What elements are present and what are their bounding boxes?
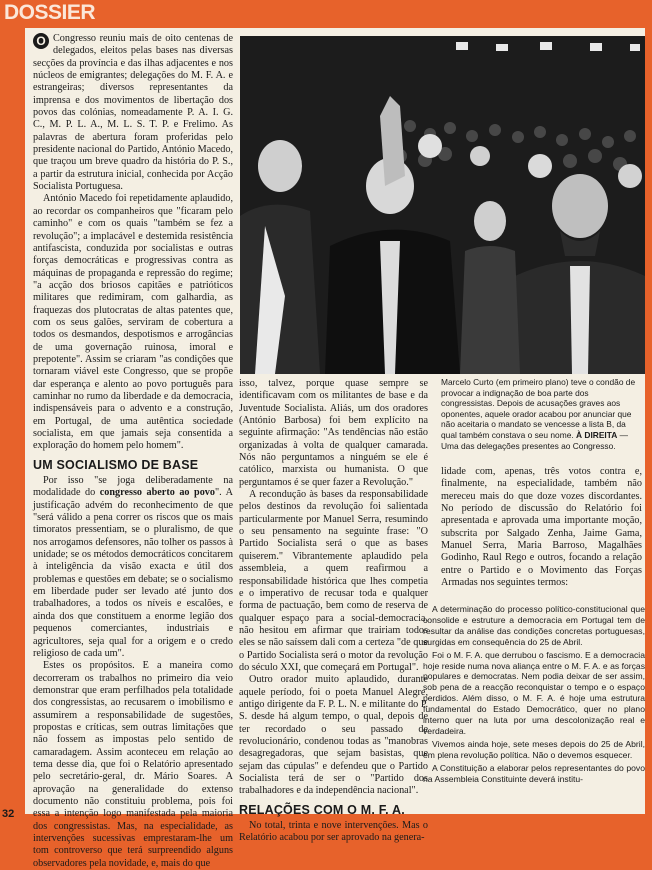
column-1 xyxy=(33,33,233,870)
congress-photo xyxy=(240,36,645,374)
paragraph-text: ". A justificação advém do reconhecimento de que "será válido a pena correr os riscos que os mais timoratos pressentiam, se o pluralismo, de que nos arrogamos defensores, não tolher os passos à unidade; se os métodos democráticos concitarem à inteligência da visão exacta e útil dos problemas e questões em debate; se o socialismo em liberdade puder ser levado até junto dos trabalhadores, a todos os níveis e escalões, e ainda dos que constituem a enorme legião dos pequenos comerciantes, industriais e agricultores, seja qual for a origem e o credo religioso de cada um". xyxy=(33,487,233,659)
motion-text xyxy=(423,604,645,787)
paragraph: lidade com, apenas, três votos contra e, finalmente, na especialidade, também não mereceu mais do que doze vozes discordantes. No período de discussão do Relatório foi apresentada e aprovada uma importante moção, subscrita por Salgado Zenha, Jaime Gama, Manuel Serra, Maria Barroso, Magalhães Godinho, Raul Rego e outros, focando a relação entre o Partido e o Movimento das Forças Armadas nos seguintes termos: xyxy=(441,466,642,589)
caption-text: Marcelo Curto (em primeiro plano) teve o condão de provocar a indignação de boa parte dos congressistas. Depois de acusações graves aos oponentes, aquele orador acabou por anunciar que não aceitaria o mandato se vencesse a lista B, da qual também constava o seu nome. xyxy=(441,377,636,440)
section-header xyxy=(0,0,652,28)
paragraph-text: Por isso "se joga deliberadamente na modalidade do xyxy=(33,475,233,499)
caption-direction: À DIREITA xyxy=(576,429,618,440)
paragraph: Outro orador muito aplaudido, durante aquele período, foi o poeta Manuel Alegre, antigo dirigente da F. P. L. N. e militante do P. S. desde há algum tempo, o qual, depois de ter recordado o seu passado de revolucionário, condenou todas as "manobras desagregadoras, que sejam basistas, que sejam das cúpulas" e defendeu que o Partido Socialista terá de ser o "Partido dos trabalhadores e da independência nacional". xyxy=(239,674,428,797)
paragraph xyxy=(33,475,233,660)
photo-illustration xyxy=(240,36,645,374)
paragraph: António Macedo foi repetidamente aplaudido, ao recordar os companheiros que "ficaram pelo caminho" e com os quais "também se fez a revolução"; a implacável e destemida resistência antifascista, conduzida por socialistas e outras forças democráticas e progressivas contra as máquinas de propaganda e repressão do regime; "a acção dos briosos capitães e patrióticos militares que redimiram, com galhardia, as fraquezas dos plutocratas de altas patentes que, com os seus galões, serviram de cobertura a todos os desmandos, despotismos e arrogâncias de uma governação ruinosa, imoral e prepotente". Assim se criaram "as condições que tornaram viável este Congresso, que se propõe dar esperança e alento ao povo português para caminhar no rumo da liberdade e da democracia, indispensáveis para o advento e a construção, em Portugal, de uma autêntica sociedade socialista, em que jamais seja consentida a exploração do homem pelo homem". xyxy=(33,193,233,452)
column-3 xyxy=(441,466,642,589)
section-heading: RELAÇÕES COM O M. F. A. xyxy=(239,802,405,817)
page-number: 32 xyxy=(2,808,15,820)
column-2 xyxy=(239,378,428,845)
paragraph: No total, trinta e nove intervenções. Mas o Relatório acabou por ser aprovado na genera- xyxy=(239,820,428,844)
paragraph: Foi o M. F. A. que derrubou o fascismo. E a democracia hoje reside numa nova aliança entre o M. F. A. e as forças populares e democratas. Nem podia deixar de ser assim, sob pena de a reacção reconquistar o tempo e o espaço perdidos. Além disso, o M. F. A. é hoje uma estrutura fundamental do Estado Democrático, quer no plano interno quer na luta por uma descolonização real e verdadeira. xyxy=(423,649,645,736)
paragraph: Estes os propósitos. E a maneira como decorreram os trabalhos no primeiro dia veio demonstrar que eram perfilhados pela totalidade dos congressistas, ao recusarem o imobilismo e assumirem a responsabilidade de sugestões, propostas e críticas, sem outras limitações que não fossem as impostas pelo sentido de camaradagem. Assim aconteceu em relação ao tema desse dia, que foi o Relatório apresentado pelo secretário-geral, dr. Mário Soares. A aprovação na generalidade do extenso documento não constituiu problema, pois foi essa a intenção logo manifestada pela maioria dos congressistas. Mas, na especialidade, as intervenções sucessivas emprestaram-lhe um tom controverso que terá surpreendido alguns observadores pela novidade, e, mais do que xyxy=(33,660,233,869)
drop-cap: O xyxy=(33,33,49,49)
paragraph xyxy=(33,33,233,193)
paragraph: A Constituição a elaborar pelos representantes do povo na Assembleia Constituinte deverá institu- xyxy=(423,762,645,784)
emphasis: congresso aberto ao povo xyxy=(99,487,215,499)
paragraph: A recondução às bases da responsabilidade pelos destinos da revolução foi salientada particularmente por Manuel Serra, resumindo o seu pensamento na seguinte frase: "O Partido Socialista será o que as bases quiserem." Vibrantemente aplaudido pela assembleia, a quem reafirmou a responsabilidade histórica que lhes competia e o imperativo de recusar toda e qualquer forma de pactuação, bem como de reserva de qualquer espaço para a social-democracia, não hesitou em afirmar que trairiam todos eles se não saíssem dali com a certeza "de que o Partido Socialista será o motor da revolução do século XXI, que começará em Portugal". xyxy=(239,489,428,673)
paragraph-text: Congresso reuniu mais de oito centenas de delegados, eleitos pelas bases nas diversas secções da província e das ilhas adjacentes e nos núcleos de emigrantes; delegações do M. F. A. e estrangeiras; diversos representantes da imprensa e dos movimentos de libertação dos povos das colónias, nomeadamente P. A. I. G. C., M. P. L. A., M. L. S. T. P. e Frelimo. As palavras de abertura foram proferidas pelo presidente nacional do Partido, António Macedo, que traçou um breve quadro da história do P. S., a partir da estrutura inicial, conhecida por Acção Socialista Portuguesa. xyxy=(33,33,233,193)
photo-caption xyxy=(441,377,641,451)
paragraph: A determinação do processo político-constitucional que consolide e estruture a democracia em Portugal tem de resultar da análise das condições concretas portuguesas, surgidas em consequência do 25 de Abril. xyxy=(423,604,645,647)
caption-text: — Uma das delegações presentes ao Congresso. xyxy=(441,429,628,451)
section-heading: UM SOCIALISMO DE BASE xyxy=(33,457,199,472)
paragraph: isso, talvez, porque quase sempre se identificavam com os militantes de base e da Juventude Socialista. Aliás, um dos oradores (António Barbosa) foi bem explícito na seguinte afirmação: "As tendências não estão organizadas à volta de qualquer camarada. Nós não perguntamos a ninguém se ele é católico, marxista ou humanista. O que perguntamos é se quer fazer a Revolução." xyxy=(239,378,428,488)
section-kicker: DOSSIER xyxy=(4,1,96,24)
paragraph: Vivemos ainda hoje, sete meses depois do 25 de Abril, em plena revolução política. Não o devemos esquecer. xyxy=(423,738,645,760)
